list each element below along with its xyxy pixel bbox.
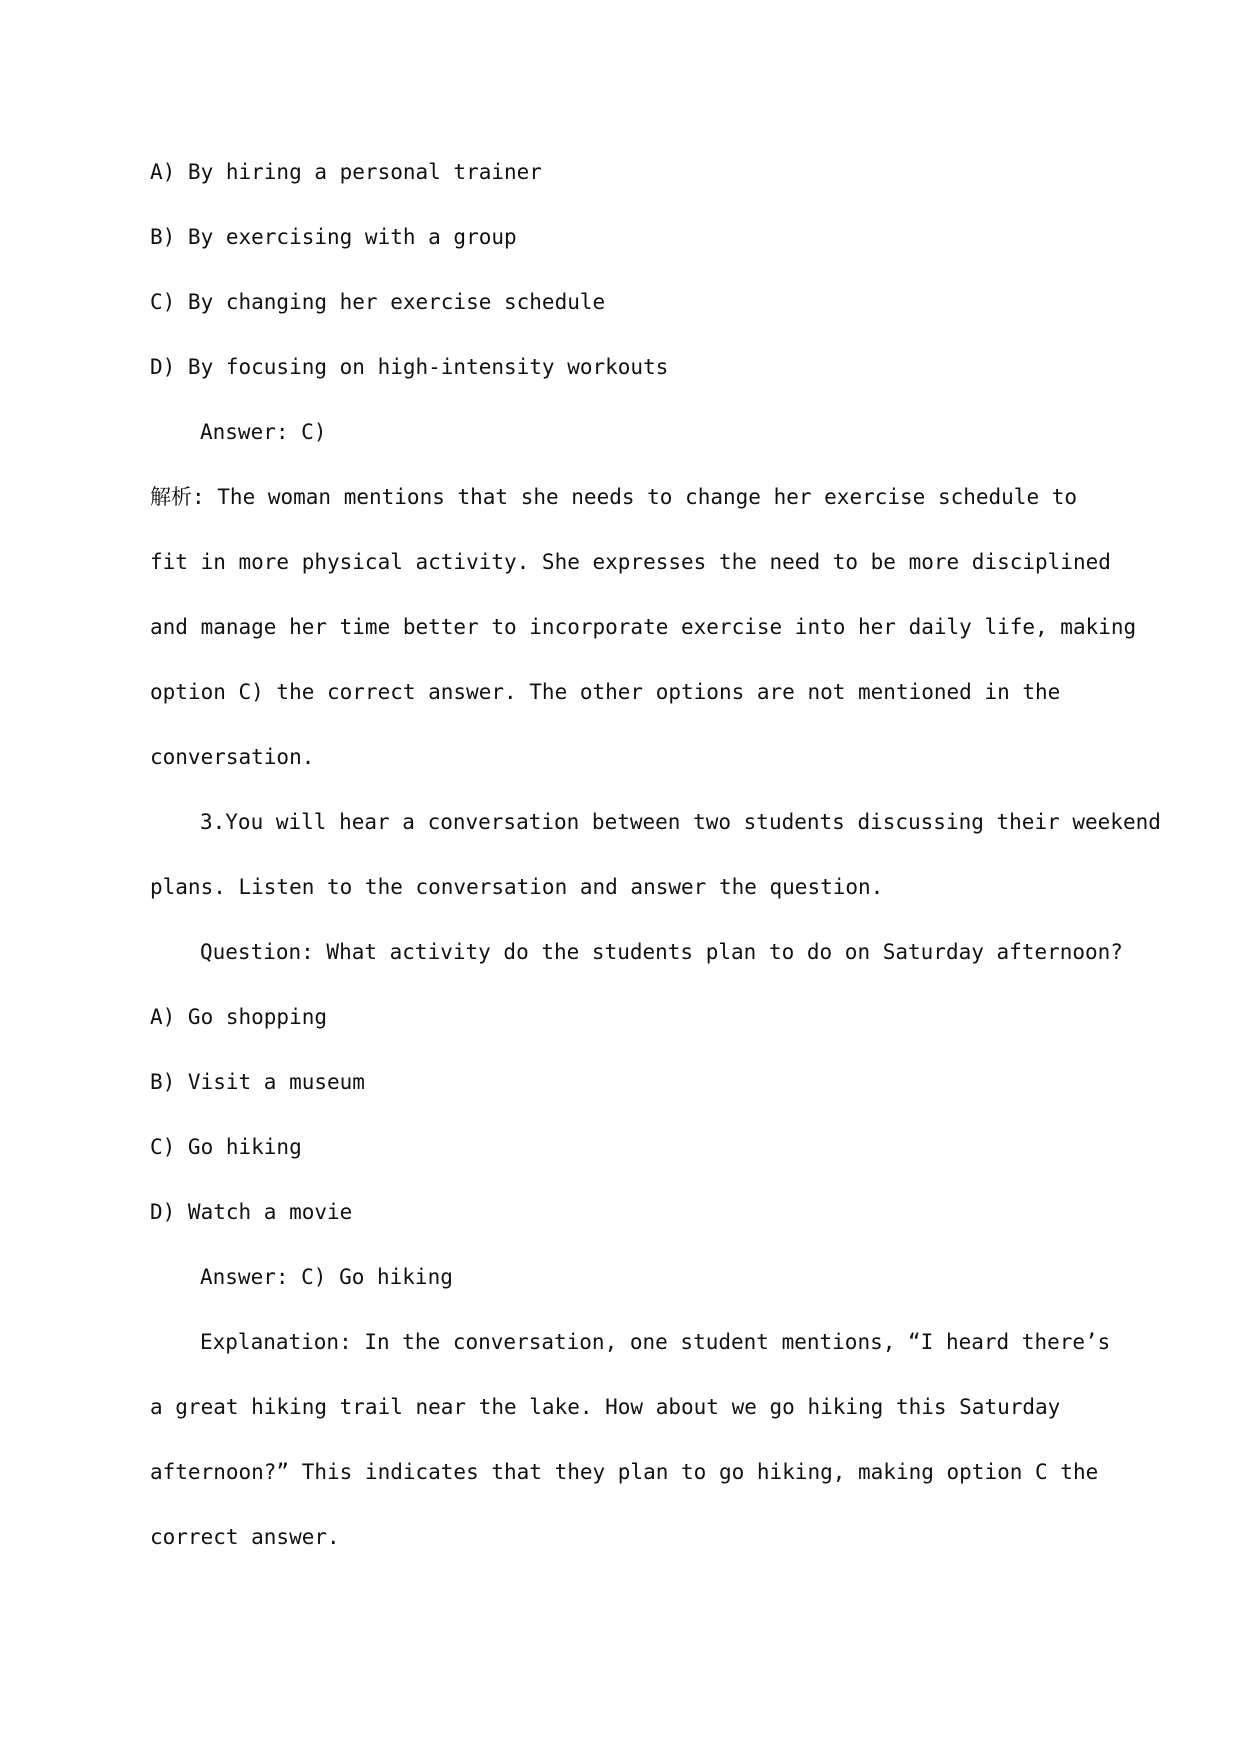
q3-explanation-line-4: correct answer. — [150, 1525, 340, 1549]
q3-explanation-line-2: a great hiking trail near the lake. How about we go hiking this Saturday — [150, 1395, 1061, 1419]
q3-prompt-line-2: plans. Listen to the conversation and answer the question. — [150, 875, 884, 899]
q3-question: Question: What activity do the students plan to do on Saturday afternoon? — [200, 940, 1123, 964]
q2-analysis-line-5: conversation. — [150, 745, 315, 769]
q2-analysis-line-1: 解析: The woman mentions that she needs to change her exercise schedule to — [150, 485, 1078, 509]
q3-option-d: D) Watch a movie — [150, 1200, 353, 1224]
q3-prompt-line-1: 3.You will hear a conversation between two students discussing their weekend — [200, 810, 1161, 834]
q3-option-b: B) Visit a museum — [150, 1070, 365, 1094]
q2-analysis-line-3: and manage her time better to incorporate exercise into her daily life, making — [150, 615, 1137, 639]
q2-option-a: A) By hiring a personal trainer — [150, 160, 542, 184]
q3-option-a: A) Go shopping — [150, 1005, 328, 1029]
q2-analysis-line-4: option C) the correct answer. The other options are not mentioned in the — [150, 680, 1061, 704]
q2-option-d: D) By focusing on high-intensity workouts — [150, 355, 669, 379]
q3-explanation-line-3: afternoon?” This indicates that they plan to go hiking, making option C the — [150, 1460, 1099, 1484]
q3-answer: Answer: C) Go hiking — [200, 1265, 453, 1289]
q2-analysis-line-2: fit in more physical activity. She expresses the need to be more disciplined — [150, 550, 1111, 574]
q2-answer: Answer: C) — [200, 420, 327, 444]
document-page — [150, 140, 1161, 1570]
q2-option-c: C) By changing her exercise schedule — [150, 290, 606, 314]
q3-option-c: C) Go hiking — [150, 1135, 302, 1159]
q3-explanation-line-1: Explanation: In the conversation, one student mentions, “I heard there’s — [200, 1330, 1111, 1354]
q2-option-b: B) By exercising with a group — [150, 225, 517, 249]
